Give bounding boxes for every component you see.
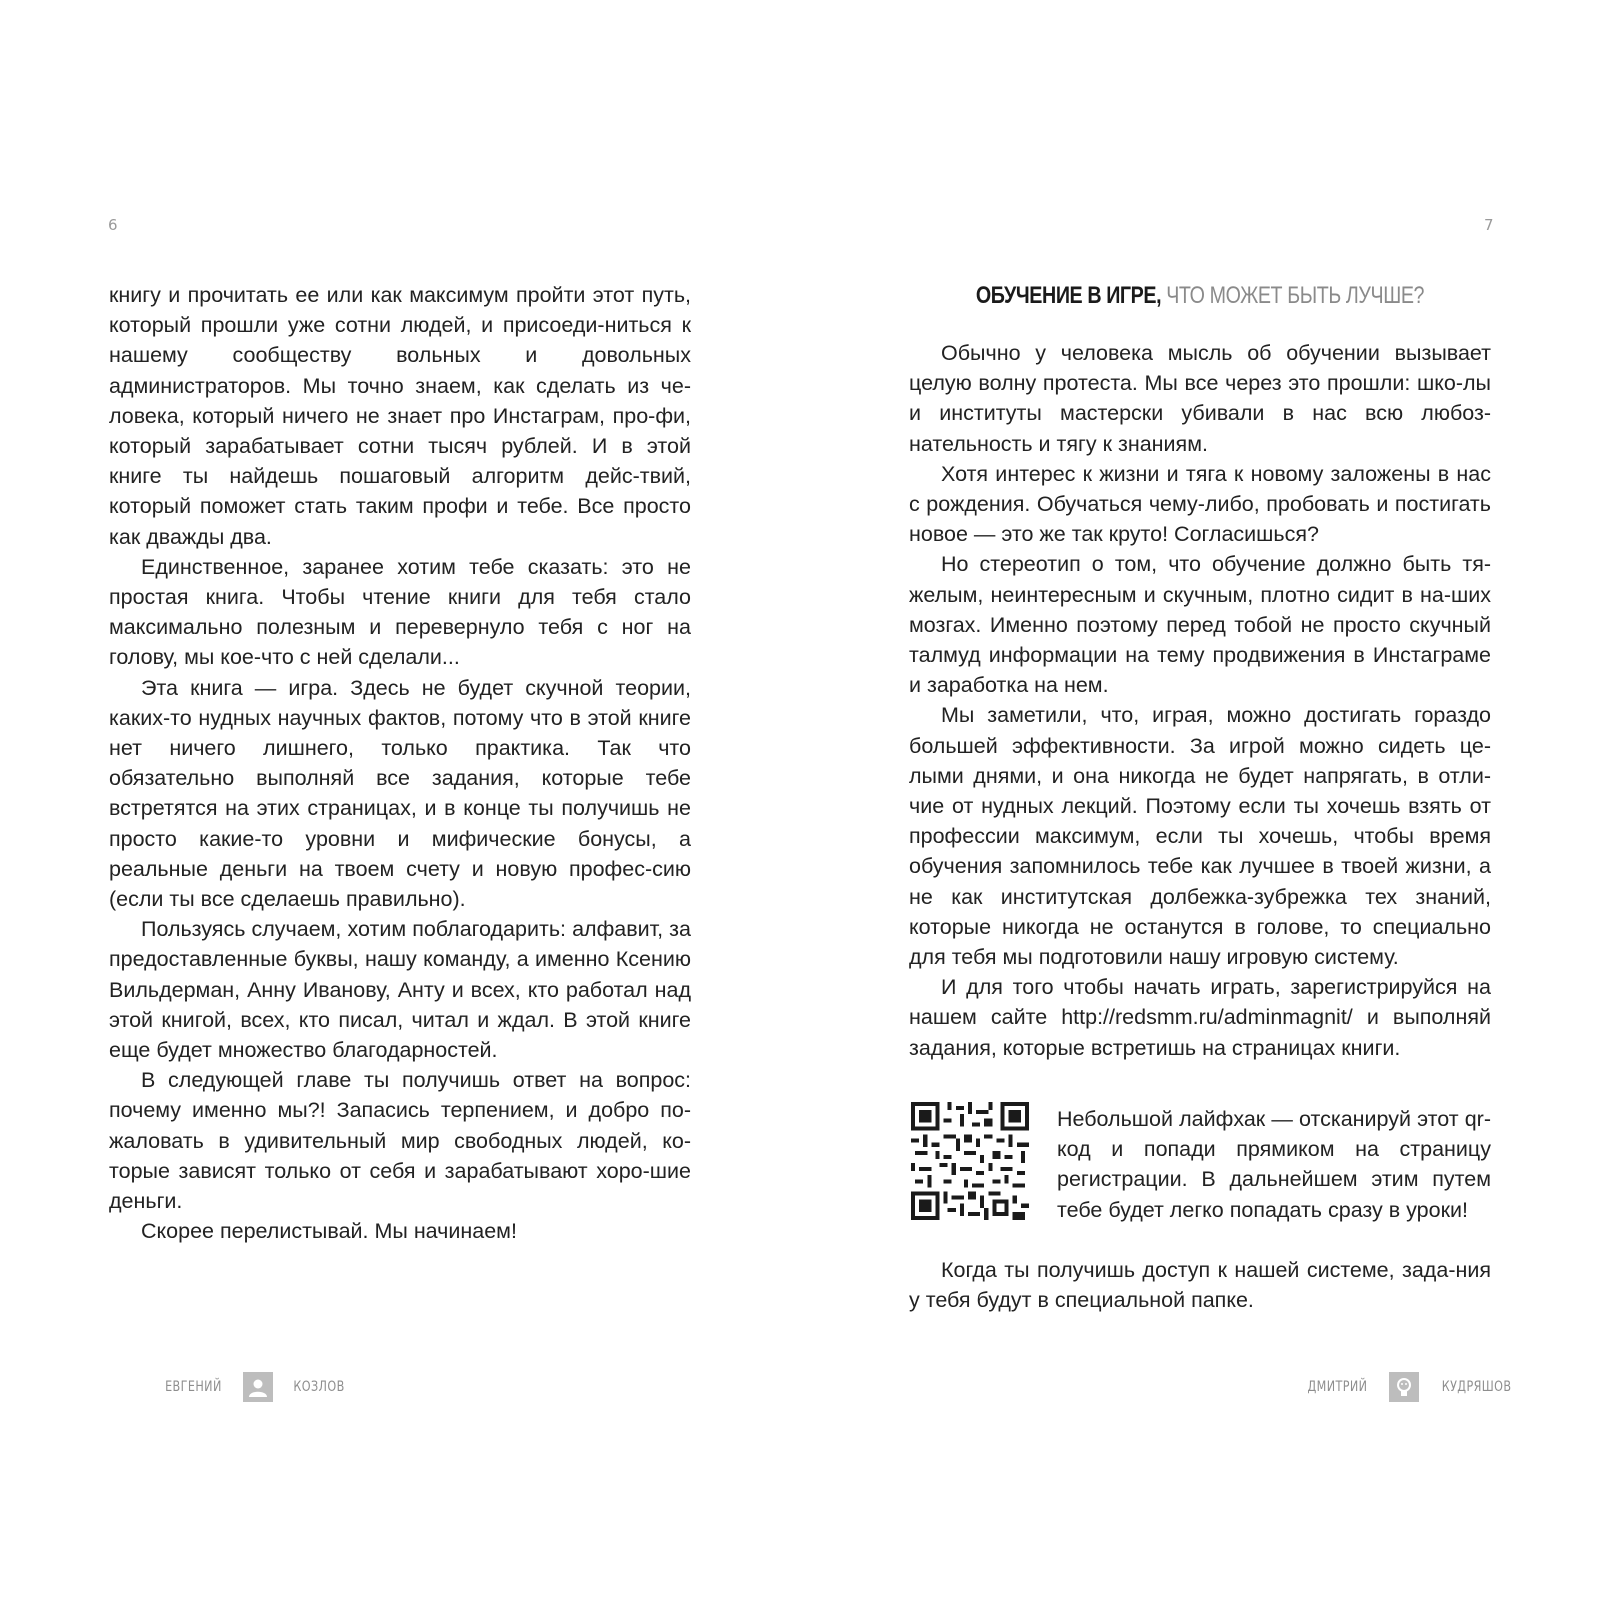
paragraph: Хотя интерес к жизни и тяга к новому заложены в нас с рождения. Обучаться чему-либо, пробовать и постигать новое — это же так круто! Согласишься? (909, 461, 1491, 547)
qr-tip-text: Небольшой лайфхак — отсканируй этот qr-код и попади прямиком на страницу регистрации. В дальнейшем этим путем тебе будет легко попадать сразу в уроки! (1057, 1107, 1491, 1222)
person-icon (243, 1372, 273, 1402)
paragraph: Обычно у человека мысль об обучении вызывает целую волну протеста. Мы все через это прошли: шко-лы и институты мастерски убивали в нас всю любоз-нательность и тягу к знаниям. (909, 341, 1491, 456)
paragraph: Скорее перелистывай. Мы начинаем! (141, 1219, 517, 1244)
author-first-name: ЕВГЕНИЙ (165, 1379, 222, 1395)
footer-author-left (158, 1370, 351, 1404)
paragraph: В следующей главе ты получишь ответ на вопрос: почему именно мы?! Запасись терпением, и добро по-жаловать в удивительный мир свободных людей, ко-торые зависят только от себя и зарабатывают хоро-шие деньги. (109, 1068, 691, 1214)
paragraph: Эта книга — игра. Здесь не будет скучной теории, каких-то нудных научных фактов, потому что в этой книге нет ничего лишнего, только практика. Так что обязательно выполняй все задания, которые тебе встретятся на этих страницах, и в конце ты получишь не просто какие-то уровни и мифические бонусы, а реальные деньги на твоем счету и новую профес-сию (если ты все сделаешь правильно). (109, 675, 691, 912)
page-number-left: 6 (108, 216, 119, 234)
chapter-title-bold: ОБУЧЕНИЕ В ИГРЕ, (975, 282, 1162, 309)
footer-author-right (1300, 1370, 1520, 1404)
paragraph: Мы заметили, что, играя, можно достигать гораздо большей эффективности. За игрой можно сидеть це-лыми днями, и она никогда не будет напрягать, в отли-чие от нудных лекций. Поэтому если ты хочешь взять от профессии максимум, если ты хочешь, чтобы время обучения запомнилось тебе как лучшее в твоей жизни, а не как институтская долбежка-зубрежка тех знаний, которые никогда не останутся в голове, то специально для тебя мы подготовили нашу игровую систему. (909, 703, 1491, 970)
right-page-body (909, 280, 1491, 1063)
closing-paragraph-block (909, 1255, 1491, 1315)
qr-code-icon (911, 1102, 1029, 1220)
paragraph: Пользуясь случаем, хотим поблагодарить: алфавит, за предоставленные буквы, нашу команду, а именно Ксению Вильдерман, Анну Иванову, Анту и всех, кто работал над этой книгой, всех, кто писал, читал и ждал. В этой книге еще будет множество благодарностей. (109, 917, 691, 1063)
qr-tip (909, 1102, 1491, 1227)
chapter-title (961, 280, 1438, 312)
left-page-body (109, 280, 691, 1247)
person-icon (1389, 1372, 1419, 1402)
page-number-right: 7 (1484, 216, 1495, 234)
author-first-name: ДМИТРИЙ (1307, 1379, 1368, 1395)
paragraph: Когда ты получишь доступ к нашей системе, зада-ния у тебя будут в специальной папке. (909, 1258, 1491, 1313)
paragraph: Единственное, заранее хотим тебе сказать: это не простая книга. Чтобы чтение книги для тебя стало максимально полезным и перевернуло тебя с ног на голову, мы кое-что с ней сделали... (109, 554, 691, 670)
author-last-name: КУДРЯШОВ (1441, 1379, 1512, 1395)
author-last-name: КОЗЛОВ (293, 1379, 345, 1395)
paragraph: Но стереотип о том, что обучение должно быть тя-желым, неинтересным и скучным, плотно сидит в на-ших мозгах. Именно поэтому перед тобой не просто скучный талмуд информации на тему продвижения в Инстаграме и заработка на нем. (909, 552, 1491, 698)
paragraph: И для того чтобы начать играть, зарегистрируйся на нашем сайте http://redsmm.ru/adminmagnit/ и выполняй задания, которые встретишь на страницах книги. (909, 975, 1491, 1060)
chapter-title-light: ЧТО МОЖЕТ БЫТЬ ЛУЧШЕ? (1166, 282, 1425, 309)
paragraph: книгу и прочитать ее или как максимум пройти этот путь, который прошли уже сотни людей, и присоеди-ниться к нашему сообществу вольных и довольных администраторов. Мы точно знаем, как сделать из че-ловека, который ничего не знает про Инстаграм, про-фи, который зарабатывает сотни тысяч рублей. И в этой книге ты найдешь пошаговый алгоритм дейс-твий, который поможет стать таким профи и тебе. Все просто как дважды два. (109, 283, 691, 549)
